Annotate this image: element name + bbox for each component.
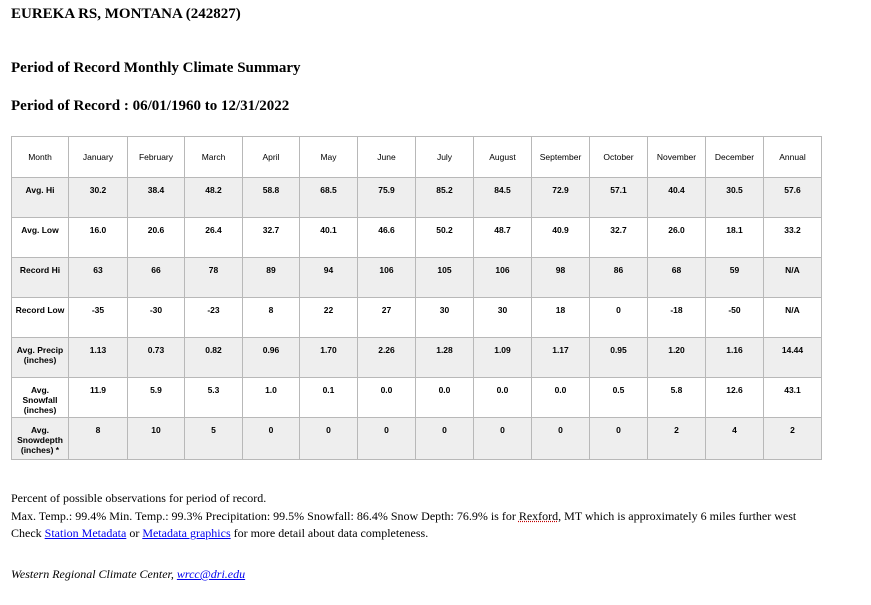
table-cell: 5 — [185, 418, 243, 460]
table-header-row — [12, 137, 822, 178]
period-of-record: Period of Record : 06/01/1960 to 12/31/2022 — [11, 98, 290, 114]
rexford-text: Rexford — [518, 508, 559, 523]
table-cell: 26.4 — [185, 218, 243, 258]
table-row — [12, 298, 822, 338]
table-cell: 10 — [128, 418, 185, 460]
table-cell: 18.1 — [706, 218, 764, 258]
column-header: Annual — [764, 137, 822, 178]
row-label: Avg. Precip (inches) — [12, 338, 69, 378]
table-cell: 16.0 — [69, 218, 128, 258]
table-cell: 57.1 — [590, 178, 648, 218]
table-cell: 1.70 — [300, 338, 358, 378]
table-cell: 0 — [300, 418, 358, 460]
table-cell: 75.9 — [358, 178, 416, 218]
table-cell: 5.8 — [648, 378, 706, 418]
footer-org: Western Regional Climate Center, — [11, 567, 177, 581]
row-label: Avg. Snowfall (inches) — [12, 378, 69, 418]
table-cell: 11.9 — [69, 378, 128, 418]
table-cell: 1.09 — [474, 338, 532, 378]
column-header: September — [532, 137, 590, 178]
table-cell: 4 — [706, 418, 764, 460]
table-cell: 105 — [416, 258, 474, 298]
or-text: or — [126, 526, 143, 540]
table-cell: 0.73 — [128, 338, 185, 378]
table-cell: 0 — [532, 418, 590, 460]
table-cell: 0.0 — [474, 378, 532, 418]
table-cell: 2 — [648, 418, 706, 460]
table-cell: 0 — [358, 418, 416, 460]
check-suffix: for more detail about data completeness. — [230, 526, 429, 540]
table-cell: 18 — [532, 298, 590, 338]
table-cell: 84.5 — [474, 178, 532, 218]
station-title: EUREKA RS, MONTANA (242827) — [11, 6, 241, 22]
table-cell: 0.96 — [243, 338, 300, 378]
table-cell: 1.20 — [648, 338, 706, 378]
table-cell: 5.9 — [128, 378, 185, 418]
column-header: August — [474, 137, 532, 178]
table-row — [12, 418, 822, 460]
table-cell: 0.82 — [185, 338, 243, 378]
table-cell: 48.2 — [185, 178, 243, 218]
table-cell: 1.17 — [532, 338, 590, 378]
row-label: Record Hi — [12, 258, 69, 298]
table-cell: 0 — [243, 418, 300, 460]
table-row — [12, 178, 822, 218]
row-label: Avg. Low — [12, 218, 69, 258]
column-header: April — [243, 137, 300, 178]
notes-line-percentages — [11, 508, 861, 526]
table-cell: 72.9 — [532, 178, 590, 218]
table-cell: 66 — [128, 258, 185, 298]
column-header: June — [358, 137, 416, 178]
table-cell: 1.13 — [69, 338, 128, 378]
row-label: Avg. Snowdepth (inches) * — [12, 418, 69, 460]
table-cell: 8 — [69, 418, 128, 460]
table-cell: 68 — [648, 258, 706, 298]
table-cell: 0 — [590, 298, 648, 338]
table-cell: -35 — [69, 298, 128, 338]
table-cell: -30 — [128, 298, 185, 338]
notes-section — [11, 490, 861, 543]
table-cell: 30.2 — [69, 178, 128, 218]
table-cell: 0.0 — [416, 378, 474, 418]
table-cell: 0.5 — [590, 378, 648, 418]
table-cell: N/A — [764, 298, 822, 338]
notes-line-percent: Percent of possible observations for period of record. — [11, 491, 267, 505]
table-cell: 0.0 — [532, 378, 590, 418]
table-cell: 40.9 — [532, 218, 590, 258]
column-header: Month — [12, 137, 69, 178]
table-row — [12, 258, 822, 298]
table-cell: 0 — [474, 418, 532, 460]
column-header: October — [590, 137, 648, 178]
table-cell: 30.5 — [706, 178, 764, 218]
table-cell: N/A — [764, 258, 822, 298]
table-cell: 12.6 — [706, 378, 764, 418]
table-cell: 48.7 — [474, 218, 532, 258]
table-row — [12, 378, 822, 418]
table-cell: 68.5 — [300, 178, 358, 218]
notes-line-check — [11, 525, 861, 543]
table-cell: 106 — [358, 258, 416, 298]
table-cell: 2.26 — [358, 338, 416, 378]
table-cell: 40.1 — [300, 218, 358, 258]
table-cell: 1.16 — [706, 338, 764, 378]
percentages-suffix: , MT which is approximately 6 miles further west — [558, 508, 797, 523]
table-cell: 1.28 — [416, 338, 474, 378]
table-cell: 27 — [358, 298, 416, 338]
column-header: November — [648, 137, 706, 178]
table-cell: 32.7 — [243, 218, 300, 258]
summary-title: Period of Record Monthly Climate Summary — [11, 60, 301, 76]
table-cell: 14.44 — [764, 338, 822, 378]
table-cell: 38.4 — [128, 178, 185, 218]
row-label: Avg. Hi — [12, 178, 69, 218]
table-cell: 2 — [764, 418, 822, 460]
table-cell: -18 — [648, 298, 706, 338]
table-cell: -23 — [185, 298, 243, 338]
table-cell: 59 — [706, 258, 764, 298]
column-header: January — [69, 137, 128, 178]
table-cell: 63 — [69, 258, 128, 298]
table-cell: 30 — [474, 298, 532, 338]
table-row — [12, 338, 822, 378]
column-header: July — [416, 137, 474, 178]
email-link[interactable]: wrcc@dri.edu — [176, 567, 246, 581]
table-body — [12, 178, 822, 460]
table-cell: 50.2 — [416, 218, 474, 258]
footer — [11, 567, 245, 582]
table-cell: -50 — [706, 298, 764, 338]
table-cell: 94 — [300, 258, 358, 298]
table-cell: 0.1 — [300, 378, 358, 418]
table-cell: 1.0 — [243, 378, 300, 418]
table-cell: 30 — [416, 298, 474, 338]
table-row — [12, 218, 822, 258]
table-cell: 0.95 — [590, 338, 648, 378]
table-cell: 86 — [590, 258, 648, 298]
column-header: December — [706, 137, 764, 178]
table-cell: 22 — [300, 298, 358, 338]
table-cell: 32.7 — [590, 218, 648, 258]
table-cell: 8 — [243, 298, 300, 338]
climate-summary-table — [11, 136, 822, 460]
table-cell: 89 — [243, 258, 300, 298]
table-cell: 0 — [590, 418, 648, 460]
table-cell: 57.6 — [764, 178, 822, 218]
column-header: February — [128, 137, 185, 178]
metadata-graphics-link[interactable]: Metadata graphics — [142, 526, 231, 540]
station-metadata-link[interactable]: Station Metadata — [44, 526, 127, 540]
table-cell: 0.0 — [358, 378, 416, 418]
table-cell: 0 — [416, 418, 474, 460]
table-cell: 40.4 — [648, 178, 706, 218]
table-cell: 20.6 — [128, 218, 185, 258]
table-cell: 106 — [474, 258, 532, 298]
table-cell: 33.2 — [764, 218, 822, 258]
table-cell: 78 — [185, 258, 243, 298]
table-cell: 5.3 — [185, 378, 243, 418]
table-cell: 43.1 — [764, 378, 822, 418]
check-text: Check — [11, 526, 45, 540]
table-cell: 26.0 — [648, 218, 706, 258]
table-cell: 85.2 — [416, 178, 474, 218]
table-cell: 58.8 — [243, 178, 300, 218]
column-header: March — [185, 137, 243, 178]
percentages-text: Max. Temp.: 99.4% Min. Temp.: 99.3% Precipitation: 99.5% Snowfall: 86.4% Snow Depth: 76.9% is for — [11, 508, 519, 523]
column-header: May — [300, 137, 358, 178]
table-cell: 46.6 — [358, 218, 416, 258]
row-label: Record Low — [12, 298, 69, 338]
table-cell: 98 — [532, 258, 590, 298]
